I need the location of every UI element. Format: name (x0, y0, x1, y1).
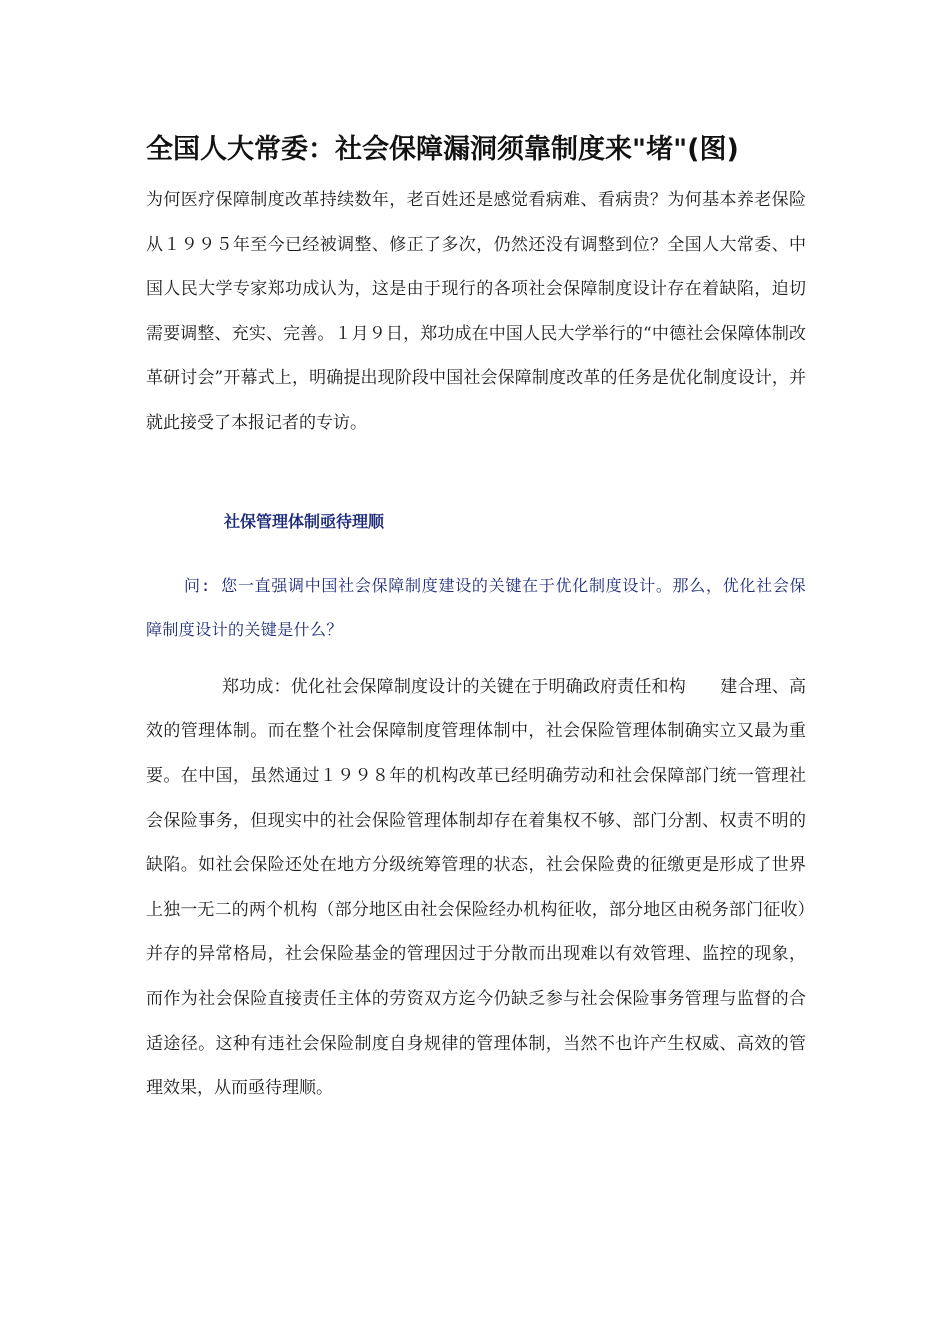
interview-answer: 郑功成：优化社会保障制度设计的关键在于明确政府责任和构 建合理、高效的管理体制。而在整个社会保障制度管理体制中，社会保险管理体制确实立又最为重要。在中国，虽然通过１９９８年的机构改革已经明确劳动和社会保障部门统一管理社会保险事务，但现实中的社会保险管理体制却存在着集权不够、部门分割、权责不明的缺陷。如社会保险还处在地方分级统筹管理的状态，社会保险费的征缴更是形成了世界上独一无二的两个机构（部分地区由社会保险经办机构征收，部分地区由税务部门征收）并存的异常格局，社会保险基金的管理因过于分散而出现难以有效管理、监控的现象，而作为社会保险直接责任主体的劳资双方迄今仍缺乏参与社会保险事务管理与监督的合适途径。这种有违社会保险制度自身规律的管理体制，当然不也许产生权威、高效的管理效果，从而亟待理顺。 (146, 676, 806, 1099)
interview-question: 问: 您一直强调中国社会保障制度建设的关键在于优化制度设计。那么，优化社会保障制度设计的关键是什么？ (146, 575, 806, 640)
article-title: 全国人大常委：社会保障漏洞须靠制度来"堵"(图) (146, 134, 739, 165)
section-heading: 社保管理体制亟待理顺 (224, 511, 385, 531)
intro-paragraph: 为何医疗保障制度改革持续数年，老百姓还是感觉看病难、看病贵？为何基本养老保险从１９９５年至今已经被调整、修正了多次，仍然还没有调整到位？全国人大常委、中国人民大学专家郑功成认为，这是由于现行的各项社会保障制度设计存在着缺陷，迫切需要调整、充实、完善。１月９日，郑功成在中国人民大学举行的“中德社会保障体制改革研讨会”开幕式上，明确提出现阶段中国社会保障制度改革的任务是优化制度设计，并就此接受了本报记者的专访。 (146, 190, 806, 433)
document-page (146, 128, 806, 1111)
